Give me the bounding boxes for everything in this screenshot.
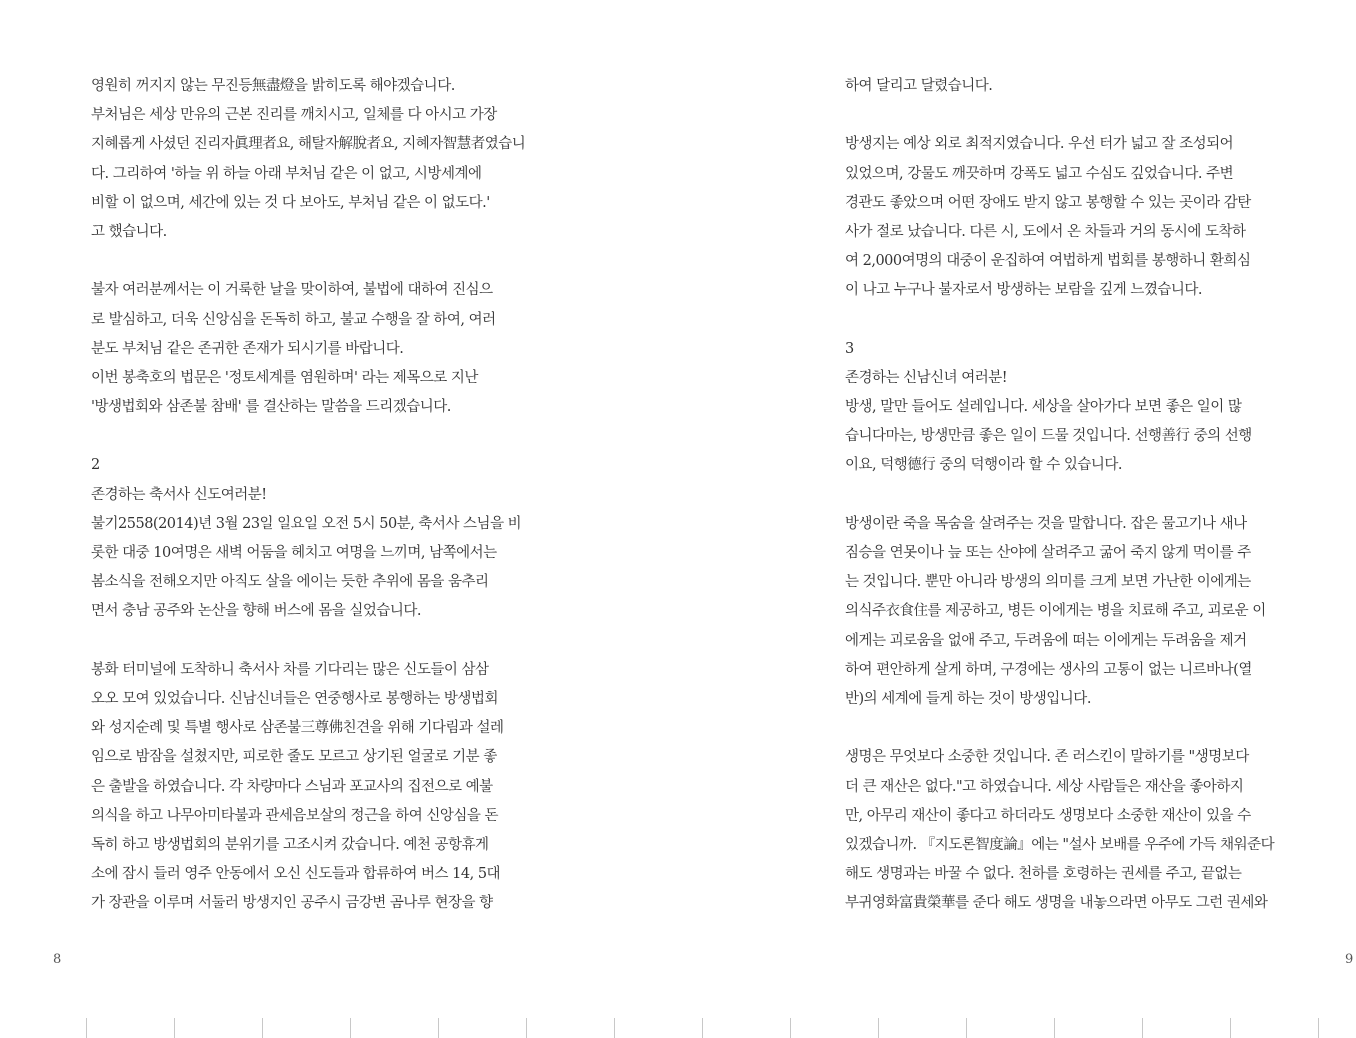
- paragraph-gap: [91, 247, 563, 276]
- text-line: 존경하는 신남신녀 여러분!: [845, 369, 1008, 386]
- paragraph-gap: [845, 481, 1317, 510]
- text-line: 3: [845, 340, 854, 357]
- text-line: 부처님은 세상 만유의 근본 진리를 깨치시고, 일체를 다 아시고 가장: [91, 107, 497, 124]
- text-line: 존경하는 축서사 신도여러분!: [91, 486, 267, 503]
- paragraph-gap: [91, 422, 563, 451]
- text-line: 분도 부처님 같은 존귀한 존재가 되시기를 바랍니다.: [91, 340, 404, 357]
- text-line: 있겠습니까. 『지도론智度論』에는 "설사 보배를 우주에 가득 채워준다: [845, 836, 1275, 853]
- text-line: 은 출발을 하였습니다. 각 차량마다 스님과 포교사의 집전으로 예불: [91, 778, 493, 795]
- text-line: 봄소식을 전해오지만 아직도 살을 에이는 듯한 추위에 몸을 움추리: [91, 574, 489, 591]
- paragraph-gap: [845, 714, 1317, 743]
- crop-mark: [1054, 1018, 1055, 1038]
- crop-mark: [702, 1018, 703, 1038]
- crop-mark: [1318, 1018, 1319, 1038]
- text-line: 임으로 밤잠을 설쳤지만, 피로한 줄도 모르고 상기된 얼굴로 기분 좋: [91, 749, 497, 766]
- crop-mark: [526, 1018, 527, 1038]
- page-number-right: 9: [1345, 952, 1354, 967]
- text-line: 오오 모여 있었습니다. 신남신녀들은 연중행사로 봉행하는 방생법회: [91, 690, 498, 707]
- text-line: 반)의 세계에 들게 하는 것이 방생입니다.: [845, 690, 1091, 707]
- text-line: 부귀영화富貴榮華를 준다 해도 생명을 내놓으라면 아무도 그런 권세와: [845, 895, 1268, 912]
- text-line: 짐승을 연못이나 늪 또는 산야에 살려주고 굶어 죽지 않게 먹이를 주: [845, 545, 1251, 561]
- paragraph-gap: [845, 306, 1317, 335]
- text-line: 방생지는 예상 외로 최적지였습니다. 우선 터가 넓고 잘 조성되어: [845, 136, 1234, 153]
- text-line: 경관도 좋았으며 어떤 장애도 받지 않고 봉행할 수 있는 곳이라 감탄: [845, 194, 1251, 211]
- text-line: 는 것입니다. 뿐만 아니라 방생의 의미를 크게 보면 가난한 이에게는: [845, 574, 1251, 591]
- left-page-body: [91, 72, 563, 918]
- text-line: 로 발심하고, 더욱 신앙심을 돈독히 하고, 불교 수행을 잘 하여, 여러: [91, 311, 496, 328]
- text-line: 독히 하고 방생법회의 분위기를 고조시켜 갔습니다. 예천 공항휴게: [91, 836, 489, 853]
- crop-marks: [0, 1014, 1356, 1038]
- text-line: 2: [91, 457, 100, 474]
- crop-mark: [1142, 1018, 1143, 1038]
- crop-mark: [878, 1018, 879, 1038]
- text-line: 지혜롭게 사셨던 진리자眞理者요, 해탈자解脫者요, 지혜자智慧者였습니: [91, 136, 526, 153]
- crop-mark: [174, 1018, 175, 1038]
- crop-mark: [790, 1018, 791, 1038]
- text-line: 의식주衣食住를 제공하고, 병든 이에게는 병을 치료해 주고, 괴로운 이: [845, 603, 1266, 620]
- text-line: 하여 달리고 달렸습니다.: [845, 78, 993, 94]
- text-line: 방생이란 죽을 목숨을 살려주는 것을 말합니다. 잡은 물고기나 새나: [845, 515, 1247, 532]
- paragraph-gap: [91, 627, 563, 656]
- text-line: 면서 충남 공주와 논산을 향해 버스에 몸을 실었습니다.: [91, 603, 422, 620]
- text-line: 해도 생명과는 바꿀 수 없다. 천하를 호령하는 권세를 주고, 끝없는: [845, 866, 1242, 883]
- text-line: 생명은 무엇보다 소중한 것입니다. 존 러스킨이 말하기를 "생명보다: [845, 749, 1249, 766]
- text-line: 있었으며, 강물도 깨끗하며 강폭도 넓고 수심도 깊었습니다. 주변: [845, 165, 1234, 182]
- text-line: 불자 여러분께서는 이 거룩한 날을 맞이하여, 불법에 대하여 진심으: [91, 282, 493, 299]
- text-line: 사가 절로 났습니다. 다른 시, 도에서 온 차들과 거의 동시에 도착하: [845, 223, 1246, 240]
- crop-mark: [438, 1018, 439, 1038]
- text-line: 이요, 덕행德行 중의 덕행이라 할 수 있습니다.: [845, 457, 1122, 474]
- paragraph-gap: [845, 101, 1317, 130]
- text-line: 습니다마는, 방생만큼 좋은 일이 드물 것입니다. 선행善行 중의 선행: [845, 428, 1252, 445]
- crop-mark: [614, 1018, 615, 1038]
- crop-mark: [262, 1018, 263, 1038]
- right-page-body: [845, 72, 1317, 918]
- text-line: 방생, 말만 들어도 설레입니다. 세상을 살아가다 보면 좋은 일이 많: [845, 399, 1242, 416]
- text-line: 롯한 대중 10여명은 새벽 어둠을 헤치고 여명을 느끼며, 남쪽에서는: [91, 545, 497, 561]
- text-line: 의식을 하고 나무아미타불과 관세음보살의 정근을 하여 신앙심을 돈: [91, 807, 498, 824]
- text-line: 여 2,000여명의 대중이 운집하여 여법하게 법회를 봉행하니 환희심: [845, 253, 1251, 270]
- text-line: 다. 그리하여 '하늘 위 하늘 아래 부처님 같은 이 없고, 시방세계에: [91, 165, 482, 182]
- page-number-left: 8: [53, 952, 62, 967]
- crop-mark: [1230, 1018, 1231, 1038]
- text-line: 이 나고 누구나 불자로서 방생하는 보람을 깊게 느꼈습니다.: [845, 282, 1203, 299]
- text-line: '방생법회와 삼존불 참배' 를 결산하는 말씀을 드리겠습니다.: [91, 399, 451, 416]
- text-line: 비할 이 없으며, 세간에 있는 것 다 보아도, 부처님 같은 이 없도다.': [91, 194, 490, 211]
- text-line: 와 성지순례 및 특별 행사로 삼존불三尊佛친견을 위해 기다림과 설레: [91, 720, 504, 737]
- text-line: 하여 편안하게 살게 하며, 구경에는 생사의 고통이 없는 니르바나(열: [845, 661, 1252, 678]
- text-line: 봉화 터미널에 도착하니 축서사 차를 기다리는 많은 신도들이 삼삼: [91, 661, 489, 678]
- crop-mark: [350, 1018, 351, 1038]
- crop-mark: [86, 1018, 87, 1038]
- text-line: 이번 봉축호의 법문은 '정토세계를 염원하며' 라는 제목으로 지난: [91, 369, 478, 386]
- text-line: 가 장관을 이루며 서둘러 방생지인 공주시 금강변 곰나루 현장을 향: [91, 895, 493, 912]
- text-line: 더 큰 재산은 없다."고 하였습니다. 세상 사람들은 재산을 좋아하지: [845, 778, 1244, 795]
- text-line: 만, 아무리 재산이 좋다고 하더라도 생명보다 소중한 재산이 있을 수: [845, 807, 1251, 824]
- text-line: 고 했습니다.: [91, 223, 167, 240]
- text-line: 영원히 꺼지지 않는 무진등無盡燈을 밝히도록 해야겠습니다.: [91, 78, 455, 94]
- crop-mark: [966, 1018, 967, 1038]
- text-line: 에게는 괴로움을 없애 주고, 두려움에 떠는 이에게는 두려움을 제거: [845, 632, 1247, 649]
- text-line: 소에 잠시 들러 영주 안동에서 오신 신도들과 합류하여 버스 14, 5대: [91, 866, 501, 883]
- text-line: 불기2558(2014)년 3월 23일 일요일 오전 5시 50분, 축서사 스님을 비: [91, 515, 522, 532]
